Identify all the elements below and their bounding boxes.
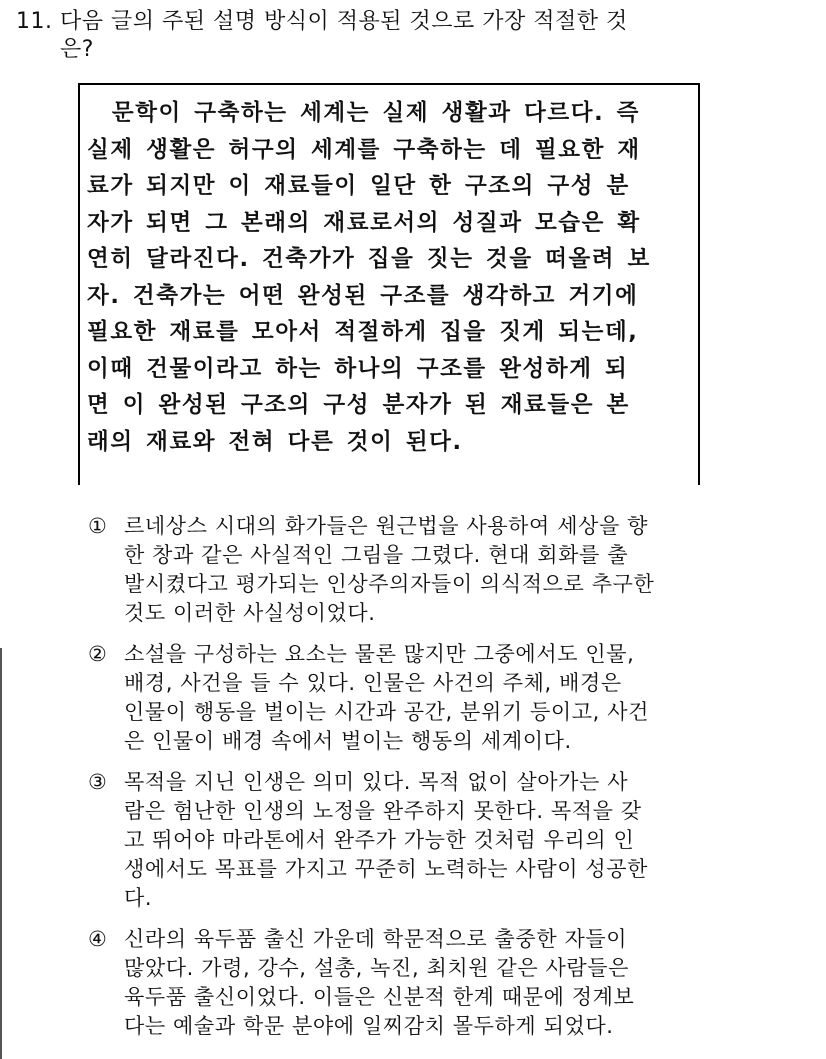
passage-line: 이때 건물이라고 하는 하나의 구조를 완성하게 되: [87, 355, 629, 382]
choice-4[interactable]: [88, 925, 808, 1041]
question-text-line-2: 은?: [60, 37, 94, 62]
choice-line: 다는 예술과 학문 분야에 일찌감치 몰두하게 되었다.: [124, 1014, 614, 1038]
choice-line: 한 창과 같은 사실적인 그림을 그렸다. 현대 회화를 출: [124, 543, 629, 567]
choice-line: 르네상스 시대의 화가들은 원근법을 사용하여 세상을 향: [124, 514, 649, 538]
passage-line: 필요한 재료를 모아서 적절하게 집을 짓게 되는데,: [87, 319, 639, 345]
choice-marker-4: ④: [88, 927, 108, 951]
choice-line: 육두품 출신이었다. 이들은 신분적 한계 때문에 정계보: [124, 985, 635, 1009]
choice-line: 소설을 구성하는 요소는 물론 많지만 그중에서도 인물,: [124, 642, 635, 666]
passage-line: 자가 되면 그 본래의 재료로서의 성질과 모습은 확: [87, 209, 641, 236]
choice-line: 것도 이러한 사실성이었다.: [124, 601, 376, 625]
passage-box: [78, 83, 700, 485]
passage-line: 료가 되지만 이 재료들이 일단 한 구조의 구성 분: [87, 173, 630, 199]
choice-line: 생에서도 목표를 가지고 꾸준히 노력하는 사람이 성공한: [124, 857, 649, 881]
choice-line: 배경, 사건을 들 수 있다. 인물은 사건의 주체, 배경은: [124, 671, 622, 695]
choice-line: 목적을 지닌 인생은 의미 있다. 목적 없이 살아가는 사: [124, 770, 629, 794]
column-divider-line: [0, 648, 2, 1059]
choice-line: 인물이 행동을 벌이는 시간과 공간, 분위기 등이고, 사건: [124, 700, 649, 724]
choice-line: 발시켰다고 평가되는 인상주의자들이 의식적으로 추구한: [124, 572, 655, 596]
choice-line: 다.: [124, 886, 153, 910]
passage-line: 면 이 완성된 구조의 구성 분자가 된 재료들은 본: [87, 392, 630, 418]
passage-line: 연히 달라진다. 건축가가 집을 짓는 것을 떠올려 보: [87, 246, 651, 272]
choice-line: 신라의 육두품 출신 가운데 학문적으로 출중한 자들이: [124, 927, 628, 951]
question-number: 11.: [16, 9, 53, 34]
passage-line: 자. 건축가는 어떤 완성된 구조를 생각하고 거기에: [87, 282, 639, 309]
choice-line: 고 뛰어야 마라톤에서 완주가 가능한 것처럼 우리의 인: [124, 828, 635, 852]
choice-marker-2: ②: [88, 642, 108, 666]
choice-2[interactable]: [88, 640, 808, 756]
choice-1[interactable]: [88, 512, 808, 628]
choice-3[interactable]: [88, 768, 808, 913]
question-text-line-1: 다음 글의 주된 설명 방식이 적용된 것으로 가장 적절한 것: [60, 9, 628, 34]
choice-line: 람은 험난한 인생의 노정을 완주하지 못한다. 목적을 갖: [124, 799, 642, 823]
question-stem: [16, 8, 796, 64]
choice-line: 많았다. 가령, 강수, 설총, 녹진, 최치원 같은 사람들은: [124, 956, 630, 980]
passage-line: 문학이 구축하는 세계는 실제 생활과 다르다. 즉: [87, 100, 640, 126]
choice-marker-3: ③: [88, 770, 108, 794]
answer-choices: [88, 512, 808, 1053]
choice-line: 은 인물이 배경 속에서 벌이는 행동의 세계이다.: [124, 729, 572, 753]
passage-line: 래의 재료와 전혀 다른 것이 된다.: [87, 428, 463, 455]
choice-marker-1: ①: [88, 514, 108, 538]
passage-line: 실제 생활은 허구의 세계를 구축하는 데 필요한 재: [87, 136, 641, 163]
